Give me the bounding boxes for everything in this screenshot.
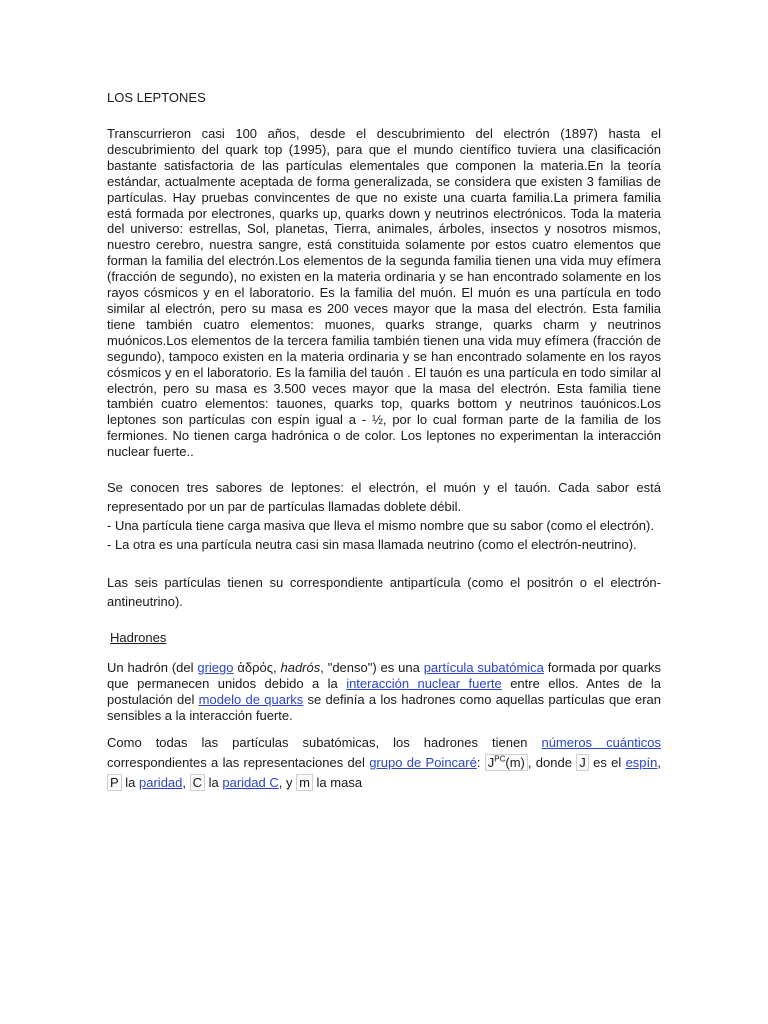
link-particula-subatomica[interactable]: partícula subatómica [423, 660, 544, 676]
text-span: ἁδρός, [233, 660, 281, 676]
text-span: se definía a los hadrones como aquellas partículas que eran sensibles a la interacción fuerte. [107, 691, 661, 723]
intro-paragraph: Transcurrieron casi 100 años, desde el descubrimiento del electrón (1897) hasta el descubrimiento del quark top (1995), para que el mundo científico tuviera una clasificación bastante satisfactoria de las partículas elementales que componen la materia.En la teoría estándar, actualmente aceptada de forma generalizada, se considera que existen 3 familias de partículas. Hay pruebas convincentes de que no existe una cuarta familia.La primera familia está formada por electrones, quarks up, quarks down y neutrinos electrónicos. Toda la materia del universo: estrellas, Sol, planetas, Tierra, animales, árboles, insectos y nosotros mismos, nuestro cerebro, nuestra sangre, está constituida solamente por estos cuatro elementos que forman la familia del electrón.Los elementos de la segunda familia tienen una vida muy efímera (fracción de segundo), no existen en la materia ordinaria y se han encontrado solamente en los rayos cósmicos y en el laboratorio. Es la familia del muón. El muón es una partícula en todo similar al electrón, pero su masa es 200 veces mayor que la masa del electrón. Esta familia tiene también cuatro elementos: muones, quarks strange, quarks charm y neutrinos muónicos.Los elementos de la tercera familia también tienen una vida muy efímera (fracción de segundo), tampoco existen en la materia ordinaria y se han encontrado solamente en los rayos cósmicos y en el laboratorio. Es la familia del tauón . El tauón es una partícula en todo similar al electrón, pero su masa es 3.500 veces mayor que la masa del electrón. Esta familia tiene también cuatro elementos: tauones, quarks top, quarks bottom y neutrinos tauónicos.Los leptones son partículas con espín igual a - ½, por lo cual forman parte de la familia de los fermiones. No tienen carga hadrónica o de color. Los leptones no experimentan la interacción nuclear fuerte.. [107, 126, 661, 460]
hadron-definition-paragraph [107, 660, 661, 724]
text-span: , "denso") es una [320, 660, 424, 676]
text-span: la [205, 774, 223, 790]
link-paridad-c[interactable]: paridad C [222, 774, 279, 790]
text-span: Como todas las partículas subatómicas, los hadrones tienen [107, 734, 542, 750]
hadrones-heading: Hadrones [110, 630, 167, 646]
text-span: , y [278, 774, 297, 790]
flavors-line-1: Se conocen tres sabores de leptones: el electrón, el muón y el tauón. Cada sabor está representado por un par de partículas llamadas doblete débil. [107, 480, 661, 515]
symbol-pc-superscript: PC [494, 754, 506, 764]
text-span: , [657, 754, 661, 770]
symbol-m-paren: (m) [505, 754, 525, 770]
symbol-j-box: J [576, 754, 589, 771]
hadron-quantum-paragraph [107, 733, 661, 793]
symbol-p-box: P [107, 774, 122, 791]
text-span: la masa [312, 774, 363, 790]
text-span: es el [588, 754, 626, 770]
text-span: : [476, 754, 485, 770]
link-modelo-de-quarks[interactable]: modelo de quarks [198, 691, 304, 707]
text-span: correspondientes a las representaciones del [107, 754, 370, 770]
text-span: entre ellos. Antes de la postulación del [107, 675, 661, 707]
text-span: la [121, 774, 140, 790]
jpc-symbol [485, 754, 528, 771]
antiparticles-paragraph: Las seis partículas tienen su correspondiente antipartícula (como el positrón o el electrón-antineutrino). [107, 575, 661, 610]
link-grupo-de-poincare[interactable]: grupo de Poincaré [369, 754, 477, 770]
text-span: formada por quarks que permanecen unidos debido a la [107, 660, 661, 691]
flavors-section [107, 478, 661, 554]
symbol-c-box: C [190, 774, 205, 791]
link-numeros-cuanticos[interactable]: números cuánticos [541, 734, 661, 750]
flavors-line-3: - La otra es una partícula neutra casi sin masa llamada neutrino (como el electrón-neutrino). [107, 537, 637, 553]
page-title: LOS LEPTONES [107, 90, 206, 105]
flavors-line-2: - Una partícula tiene carga masiva que lleva el mismo nombre que su sabor (como el electrón). [107, 518, 654, 534]
link-griego[interactable]: griego [197, 660, 234, 676]
link-interaccion-nuclear-fuerte[interactable]: interacción nuclear fuerte [346, 675, 502, 691]
link-paridad[interactable]: paridad [139, 774, 183, 790]
text-span: , donde [527, 754, 577, 770]
text-span: Un hadrón (del [107, 660, 198, 676]
hadros-term: hadrós [280, 660, 321, 676]
symbol-m-box: m [296, 774, 313, 791]
text-span: , [182, 774, 190, 790]
symbol-j: J [487, 754, 495, 770]
link-espin[interactable]: espín [625, 754, 658, 770]
document-page [107, 90, 661, 793]
